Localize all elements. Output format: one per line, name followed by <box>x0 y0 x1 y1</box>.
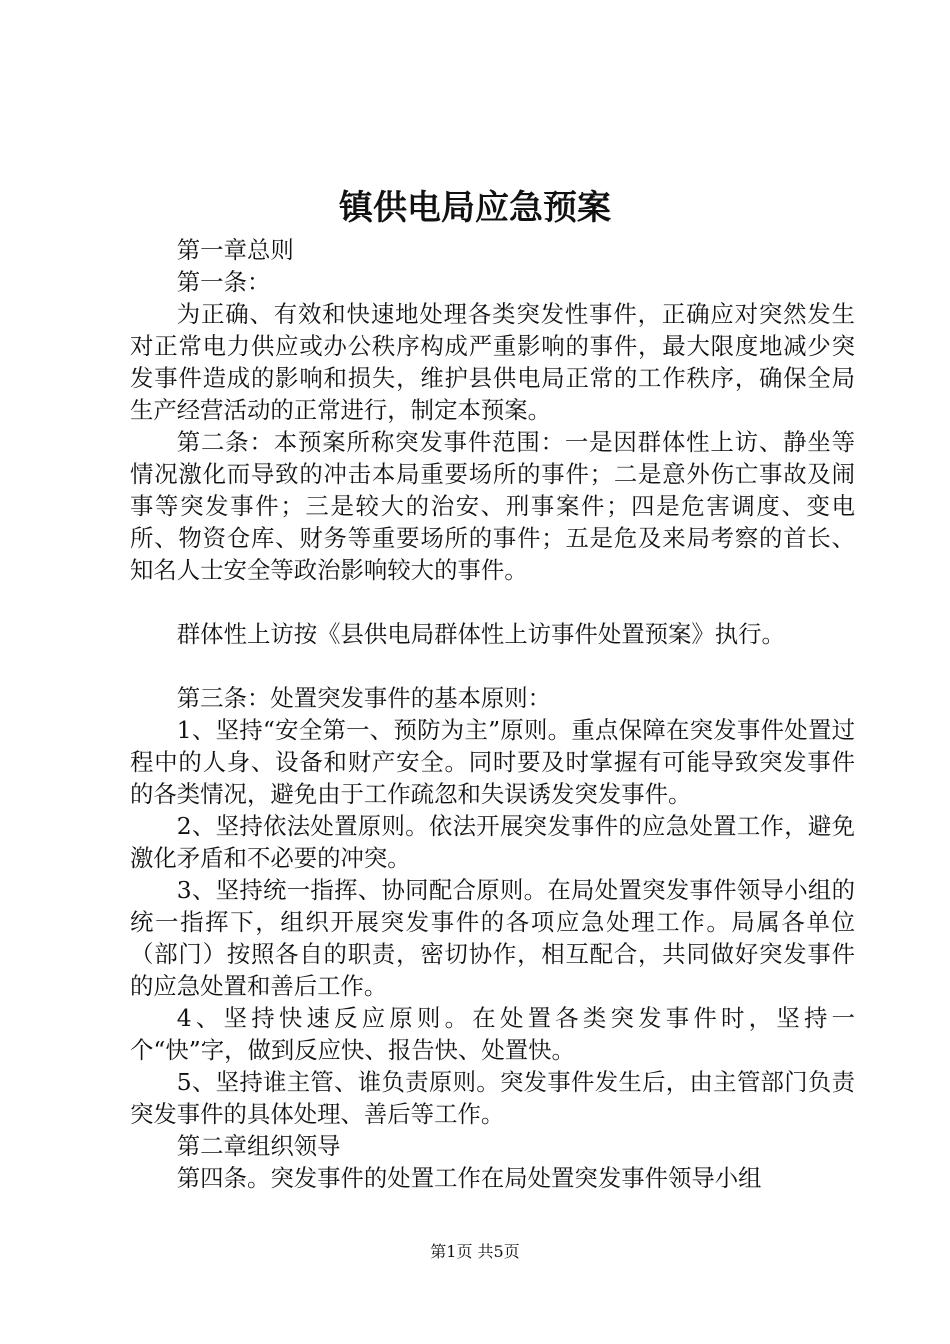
spacer <box>130 586 855 618</box>
page-footer: 第1页 共5页 <box>430 1242 520 1261</box>
paragraph: 第二条：本预案所称突发事件范围：一是因群体性上访、静坐等情况激化而导致的冲击本局重要场所的事件；二是意外伤亡事故及闹事等突发事件；三是较大的治安、刑事案件；四是危害调度、变电所、物资仓库、财务等重要场所的事件；五是危及来局考察的首长、知名人士安全等政治影响较大的事件。 <box>130 428 855 584</box>
paragraph: 第四条。突发事件的处置工作在局处置突发事件领导小组 <box>176 1164 762 1192</box>
article-heading: 第三条：处置突发事件的基本原则： <box>176 684 552 712</box>
paragraph: 群体性上访按《县供电局群体性上访事件处置预案》执行。 <box>176 620 785 648</box>
chapter-heading: 第一章总则 <box>176 236 294 264</box>
list-item: 1、坚持“安全第一、预防为主”原则。重点保障在突发事件处置过程中的人身、设备和财产安全。同时要及时掌握有可能导致突发事件的各类情况，避免由于工作疏忽和失误诱发突发事件。 <box>130 716 855 808</box>
document-title: 镇供电局应急预案 <box>339 188 611 228</box>
spacer <box>130 650 855 682</box>
list-item: 5、坚持谁主管、谁负责原则。突发事件发生后，由主管部门负责突发事件的具体处理、善后等工作。 <box>130 1068 855 1128</box>
document-body <box>130 234 855 1194</box>
chapter-heading: 第二章组织领导 <box>176 1132 341 1160</box>
article-heading: 第一条： <box>176 268 271 296</box>
list-item: 4、坚持快速反应原则。在处置各类突发事件时，坚持一个“快”字，做到反应快、报告快、处置快。 <box>130 1004 855 1064</box>
paragraph: 为正确、有效和快速地处理各类突发性事件，正确应对突然发生对正常电力供应或办公秩序构成严重影响的事件，最大限度地减少突发事件造成的影响和损失，维护县供电局正常的工作秩序，确保全局生产经营活动的正常进行，制定本预案。 <box>130 300 855 424</box>
list-item: 3、坚持统一指挥、协同配合原则。在局处置突发事件领导小组的统一指挥下，组织开展突发事件的各项应急处理工作。局属各单位（部门）按照各自的职责，密切协作，相互配合，共同做好突发事件的应急处置和善后工作。 <box>130 876 855 1000</box>
list-item: 2、坚持依法处置原则。依法开展突发事件的应急处置工作，避免激化矛盾和不必要的冲突。 <box>130 812 855 872</box>
